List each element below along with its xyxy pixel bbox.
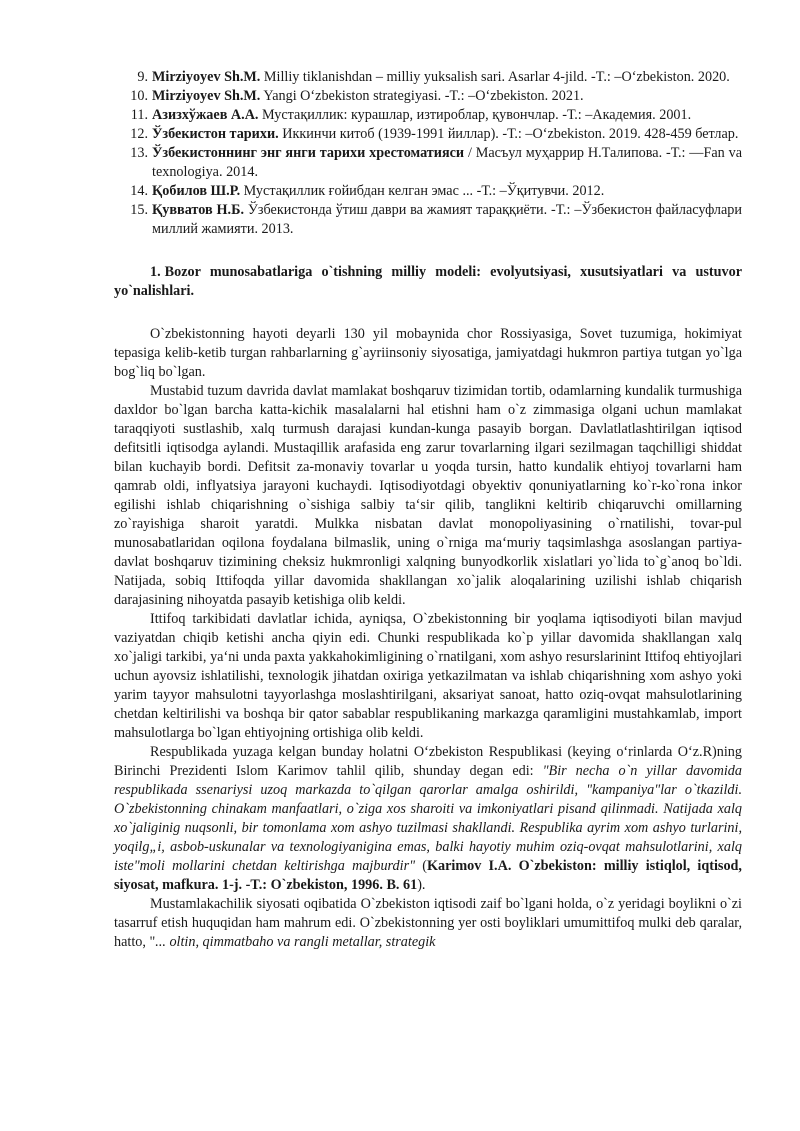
reference-item — [114, 144, 742, 182]
paragraph-intro: Respublikada yuzaga kelgan bunday holatni O‘zbekiston Respublikasi (keying o‘rinlarda O‘z.R)ning Birinchi Prezidenti Islom Karimov tahlil qilib, shunday degan edi: — [114, 744, 742, 779]
body-paragraph-3: Ittifoq tarkibidati davlatlar ichida, ayniqsa, O`zbekistonning bir yoqlama iqtisodiyoti bilan mavjud vaziyatdan chiqib ketishi ancha qiyin edi. Chunki respublikada ko`p yillar davomida shakllangan xalq xo`jaligi tarkibi, ya‘ni unda paxta yakkahokimligining o`rnatilgani, xom ashyo resurslarinint Ittifoq ehtiyojlari uchun ayovsiz ishlatilishi, texnologik jihatdan oxiriga yetkazilmatan va ishlab chiqarishning xom ashyo yoki yarim tayyor mahsulotni tayyorlashga moslashtirilgani, aksariyat sanoat, hatto oziq-ovqat mahsulotlarining chetdan keltirilishi va boshqa bir qator sabablar respublikaning markazga qaramligini mustahkamlab, import mahsulotlarga bo`lgan ehtiyojning ortishiga olib keldi. — [114, 611, 742, 741]
reference-number: 14. — [130, 183, 148, 199]
reference-list — [114, 68, 742, 239]
reference-author: Қувватов Н.Б. — [152, 202, 244, 218]
president-quote: "Bir necha o`n yillar davomida respublikada ssenariysi uzoq markazda to`qilgan qarorlar amalga oshirildi, "kampaniya"lar o`tkazildi. O`zbekistonning chinakam manfaatlari, o`ziga xos sharoiti va imkoniyatlari pisand qilinmadi. Natijada xalq xo`jaliginig nuqsonli, bir tomonlama xom ashyo tuzilmasi shakllandi. Respublika ayrim xom ashyo turlarini, yoqilg„i, asbob-uskunalar va texnologiyanigina emas, balki hayotiy muhim oziq-ovqat mahsulotlarini, xalq iste"moli mollarini chetdan keltirishga majburdir" — [114, 763, 742, 874]
reference-author: Mirziyoyev Sh.M. — [152, 88, 261, 104]
reference-item — [114, 68, 742, 87]
section-number: 1. — [150, 264, 161, 280]
reference-text: Milliy tiklanishdan – milliy yuksalish sari. Asarlar 4-jild. -T.: –O‘zbekiston. 2020. — [260, 69, 730, 85]
body-paragraph-4 — [114, 743, 742, 895]
reference-item — [114, 201, 742, 239]
reference-number: 12. — [130, 126, 148, 142]
body-paragraph-5 — [114, 895, 742, 952]
paragraph-text: Mustamlakachilik siyosati oqibatida O`zbekiston iqtisodi zaif bo`lgani holda, o`z yeridagi boylikni o`zi tasarruf etish huquqidan ham mahrum edi. O`zbekistonning yer osti boyliklari umumittifoq mulki deb qaralar, hatto, " — [114, 896, 742, 950]
reference-text: Ўзбекистонда ўтиш даври ва жамият тараққиёти. -Т.: –Ўзбекистон файласуфлари миллий жамияти. 2013. — [152, 202, 742, 237]
reference-text: / Масъул муҳаррир Н.Талипова. -Т.: ―Fan va texnologiya. 2014. — [152, 145, 742, 180]
reference-text: Мустақиллик: курашлар, изтироблар, қувончлар. -Т.: –Академия. 2001. — [258, 107, 692, 123]
reference-author: Mirziyoyev Sh.M. — [152, 69, 261, 85]
reference-author: Ўзбекистон тарихи. — [152, 126, 279, 142]
body-paragraph-2: Mustabid tuzum davrida davlat mamlakat boshqaruv tizimidan tortib, odamlarning kundalik turmushiga daxldor bo`lgan barcha katta-kichik masalalarni hal etishni ham o`z zimmasiga olgani uchun mamlakat taraqqiyoti sustlashib, xalq turmush darajasi kundan-kunga pasayib borgan. Davlatlatlashtirilgan iqtisod defitsitli iqtisodga aylandi. Mustaqillik arafasida eng zarur tovarlarning ilgari sezilmagan taqchilligi shiddat bilan kuchayib bordi. Defitsit za-monaviy tovarlar u yoqda tursin, hatto kundalik ehtiyoj tovarlarni ham qamrab oldi, inflyatsiya jarayoni kuchaydi. Iqtisodiyotdagi obyektiv qonuniyatlarning ko`r-ko`rona inkor egilishi ishlab chiqarishning o`sishiga salbiy ta‘sir qilib, tanglikni keltirib chiqaruvchi omillarning zo`rayishiga sharoit yaratdi. Mulkka nisbatan davlat monopoliyasining o`rnatilishi, tovar-pul munosabatlaridan oqilona foydalana bilmaslik, uning o`rniga ma‘muriy taqsimlashga asoslangan partiya-davlat boshqaruv tizimining cheksiz hukmronligi xalqning bunyodkorlik xislatlari yo`lida to`g`anoq bo`ldi. Natijada, sobiq Ittifoqda yillar davomida shakllangan xo`jalik aloqalarining uzilishi ishlab chiqarish darajasining nihoyatda pasayib ketishiga olib keldi. — [114, 383, 742, 608]
body-paragraph-1: O`zbekistonning hayoti deyarli 130 yil mobaynida chor Rossiyasiga, Sovet tuzumiga, hokimiyat tepasiga kelib-ketib turgan rahbarlarning g`ayriinsoniy siyosatiga, jamiyatdagi hukmron partiya tutgan yo`lga bog`liq bo`lgan. — [114, 326, 742, 380]
reference-text: Иккинчи китоб (1939-1991 йиллар). -Т.: –O‘zbekiston. 2019. 428-459 бетлар. — [278, 126, 739, 142]
section-title: Bozor munosabatlariga o`tishning milliy modeli: evolyutsiyasi, xusutsiyatlari va ustuvor yo`nalishlari. — [114, 264, 742, 299]
inline-quote: ... oltin, qimmatbaho va rangli metallar, strategik — [155, 934, 436, 950]
reference-item — [114, 87, 742, 106]
reference-author: Қобилов Ш.Р. — [152, 183, 241, 199]
reference-number: 13. — [130, 145, 148, 161]
section-heading — [114, 263, 742, 301]
reference-author: Азизхўжаев А.А. — [152, 107, 259, 123]
citation-open: ( — [415, 858, 427, 874]
reference-item — [114, 125, 742, 144]
reference-number: 11. — [130, 107, 148, 123]
reference-item — [114, 106, 742, 125]
reference-item — [114, 182, 742, 201]
reference-number: 9. — [137, 69, 148, 85]
citation-close: ). — [417, 877, 426, 893]
reference-number: 10. — [130, 88, 148, 104]
citation-source: Karimov I.A. O`zbekiston: milliy istiqlol, iqtisod, siyosat, mafkura. 1-j. -T.: O`zbekiston, 1996. B. 61 — [114, 858, 742, 893]
reference-text: Мустақиллик ғойибдан келган эмас ... -Т.: –Ўқитувчи. 2012. — [240, 183, 605, 199]
reference-author: Ўзбекистоннинг энг янги тарихи хрестоматияси — [152, 145, 465, 161]
reference-number: 15. — [130, 202, 148, 218]
reference-text: Yangi O‘zbekiston strategiyasi. -T.: –O‘zbekiston. 2021. — [260, 88, 584, 104]
